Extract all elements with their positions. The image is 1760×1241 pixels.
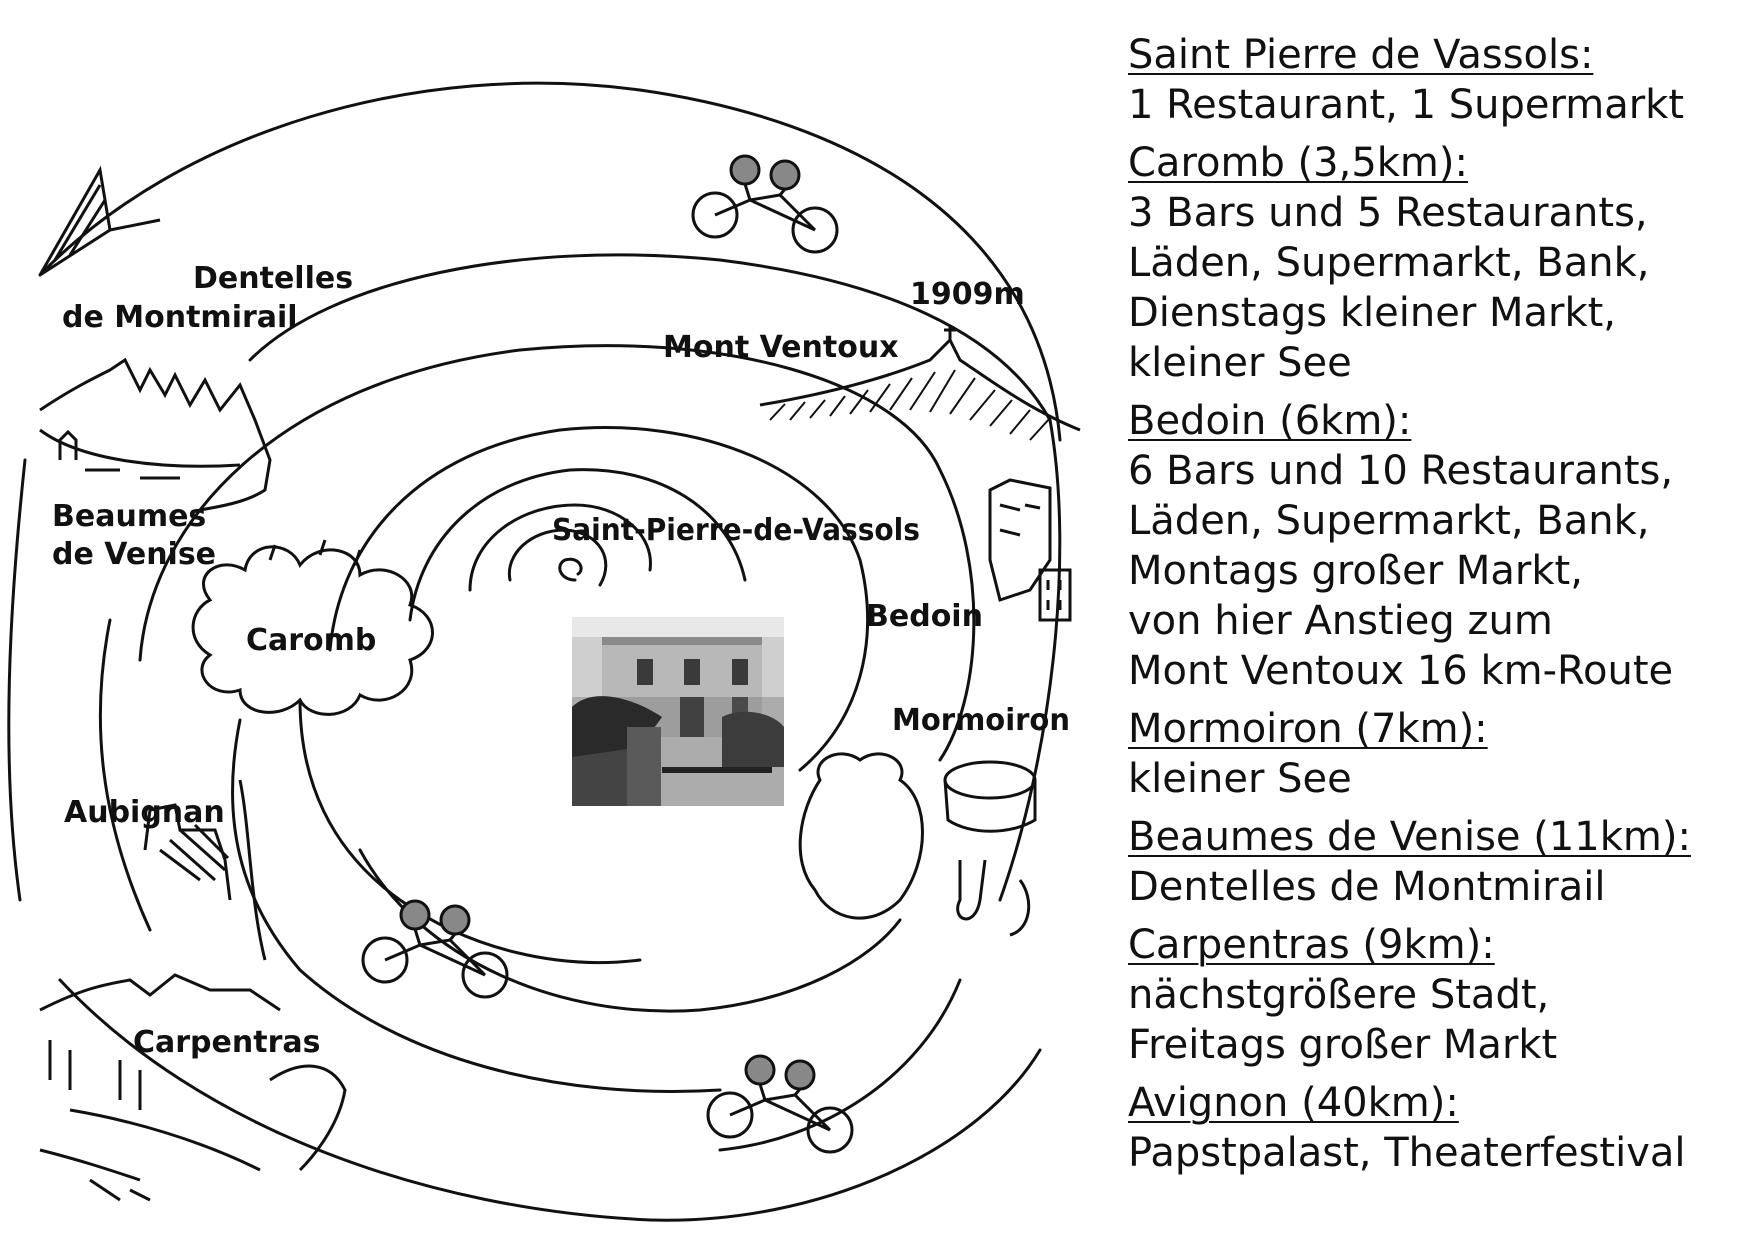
legend-line: kleiner See <box>1128 340 1352 386</box>
legend-line: Dienstags kleiner Markt, <box>1128 290 1617 336</box>
legend-line: 6 Bars und 10 Restaurants, <box>1128 448 1674 494</box>
legend-line: Mont Ventoux 16 km-Route <box>1128 648 1674 694</box>
ring-3 <box>140 346 974 760</box>
legend-entry-carpentras <box>1128 920 1748 1070</box>
legend-line: Montags großer Markt, <box>1128 548 1583 594</box>
label-carpentras: Carpentras <box>133 1025 321 1060</box>
legend-title: Mormoiron (7km): <box>1128 706 1488 752</box>
legend-panel <box>1128 30 1748 1186</box>
legend-entry-saint-pierre <box>1128 30 1748 130</box>
mormoiron-lake-icon <box>800 754 1035 935</box>
house-photo <box>572 617 784 806</box>
dentelles-sketch-icon <box>40 360 270 510</box>
legend-entry-avignon <box>1128 1078 1748 1178</box>
legend-entry-beaumes <box>1128 812 1748 912</box>
legend-line: Läden, Supermarkt, Bank, <box>1128 240 1650 286</box>
label-dentelles: Dentelles <box>193 261 354 296</box>
ring-left-outer <box>9 460 25 900</box>
legend-title: Beaumes de Venise (11km): <box>1128 814 1691 860</box>
legend-line: Läden, Supermarkt, Bank, <box>1128 498 1650 544</box>
label-bedoin: Bedoin <box>866 599 983 634</box>
ring-bottom-outer <box>60 980 1040 1220</box>
label-de-venise: de Venise <box>52 537 217 572</box>
legend-line: 1 Restaurant, 1 Supermarkt <box>1128 82 1684 128</box>
label-mont-ventoux: Mont Ventoux <box>663 330 899 365</box>
legend-entry-bedoin <box>1128 396 1748 696</box>
label-aubignan: Aubignan <box>64 795 225 830</box>
legend-title: Avignon (40km): <box>1128 1080 1459 1126</box>
legend-entry-mormoiron <box>1128 704 1748 804</box>
legend-title: Bedoin (6km): <box>1128 398 1412 444</box>
tandem-bicycle-icon <box>363 901 507 997</box>
legend-line: 3 Bars und 5 Restaurants, <box>1128 190 1648 236</box>
legend-line: Papstpalast, Theaterfestival <box>1128 1130 1686 1176</box>
label-de-montmirail: de Montmirail <box>62 300 298 335</box>
legend-title: Carpentras (9km): <box>1128 922 1495 968</box>
legend-line: kleiner See <box>1128 756 1352 802</box>
label-altitude: 1909m <box>910 277 1025 312</box>
legend-line: nächstgrößere Stadt, <box>1128 972 1550 1018</box>
label-caromb: Caromb <box>246 623 377 658</box>
legend-title: Saint Pierre de Vassols: <box>1128 32 1594 78</box>
legend-line: von hier Anstieg zum <box>1128 598 1553 644</box>
legend-title: Caromb (3,5km): <box>1128 140 1468 186</box>
legend-entry-caromb <box>1128 138 1748 388</box>
spiral-center <box>560 559 581 580</box>
ring-inner-lower <box>360 850 900 1011</box>
tandem-bicycle-icon <box>693 156 837 252</box>
label-beaumes: Beaumes <box>52 499 207 534</box>
label-mormoiron: Mormoiron <box>892 703 1070 738</box>
ring-left-a <box>100 620 150 930</box>
legend-line: Dentelles de Montmirail <box>1128 864 1606 910</box>
label-saint-pierre: Saint-Pierre-de-Vassols <box>552 513 920 548</box>
legend-line: Freitags großer Markt <box>1128 1022 1558 1068</box>
